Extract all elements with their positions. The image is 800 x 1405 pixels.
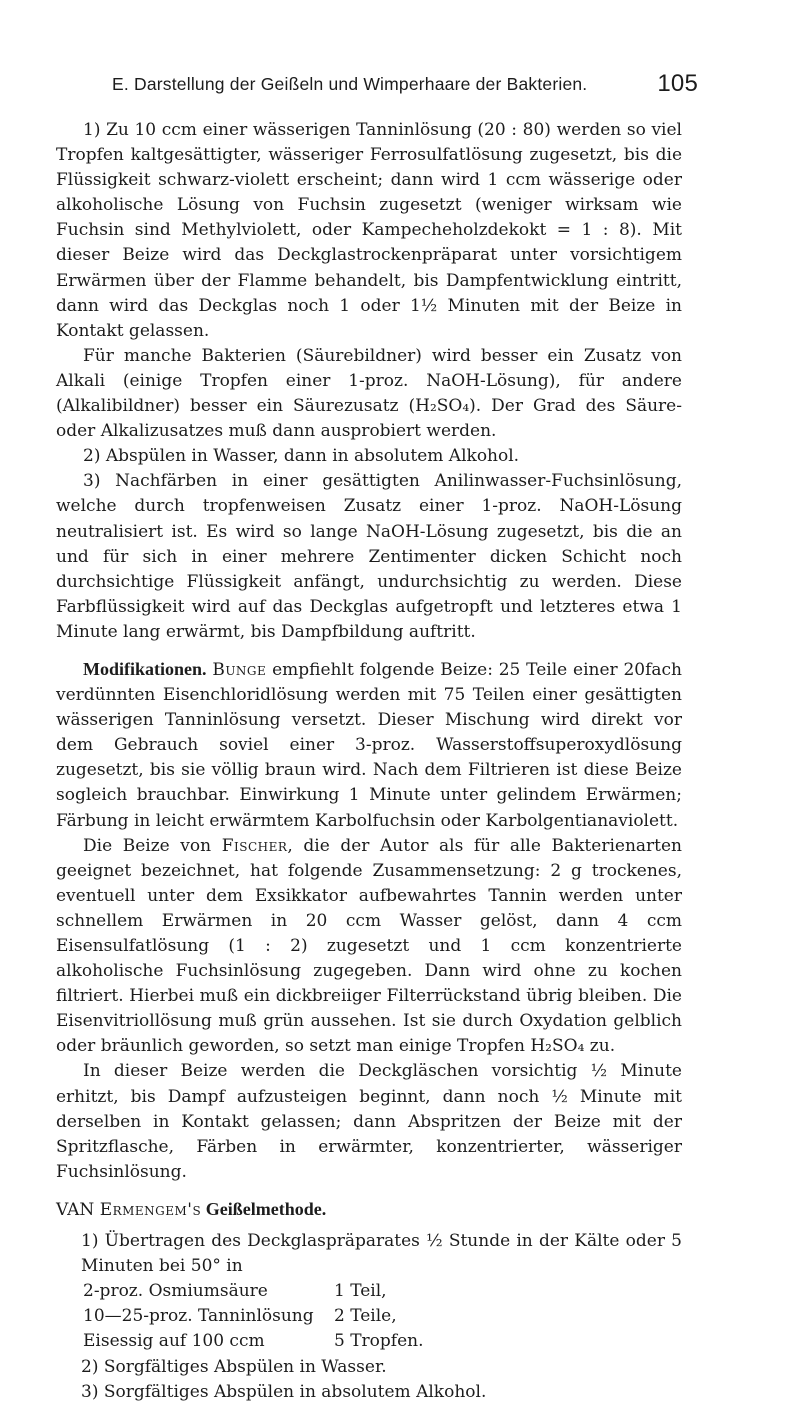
recipe-item: 10—25-proz. Tanninlösung (83, 1306, 314, 1327)
heading-rest: Geißelmethode. (201, 1198, 327, 1219)
recipe-item: Eisessig auf 100 ccm (83, 1331, 265, 1352)
heading-prefix: VAN (56, 1199, 100, 1220)
bunge-text: empfiehlt folgende Beize: 25 Teile einer 20fach verdünnten Eisenchloridlösung werden mit 75 Teilen einer gesättigten wässerigen Tanninlösung versetzt. Dieser Mischung wird direkt vor dem Gebrauch soviel einer 3-proz. Wasserstoffsuperoxydlösung zugesetzt, bis sie völlig braun wird. Nach dem Filtrieren ist diese Beize sogleich brauchbar. Einwirkung 1 Minute unter gelindem Erwärmen; Färbung in leicht erwärmtem Karbolfuchsin oder Karbolgentianaviolett. (56, 659, 682, 831)
paragraph-step-2: 2) Abspülen in Wasser, dann in absolutem Alkohol. (83, 446, 520, 467)
ermengem-step-3: 3) Sorgfältiges Abspülen in absolutem Alkohol. (81, 1381, 487, 1402)
recipe-item: 2-proz. Osmiumsäure (83, 1281, 268, 1302)
paragraph-fischer (56, 834, 682, 1060)
header-title: E. Darstellung der Geißeln und Wimperhaare der Bakterien. (112, 74, 588, 94)
page-number: 105 (657, 70, 698, 97)
section-heading-modifikationen: Modifikationen. (83, 658, 207, 679)
paragraph-alkali-note: Für manche Bakterien (Säurebildner) wird besser ein Zusatz von Alkali (einige Tropfen einer 1-proz. NaOH-Lösung), für andere (Alkalibildner) besser ein Säurezusatz (H₂SO₄). Der Grad des Säure- oder Alkalizusatzes muß dann ausprobiert werden. (56, 345, 682, 442)
section-heading-ermengem (56, 1197, 682, 1223)
page-body (56, 118, 682, 1405)
fischer-text: , die der Autor als für alle Bakterienarten geeignet bezeichnet, hat folgende Zusammensetzung: 2 g trockenes, eventuell unter dem Exsikkator aufbewahrtes Tannin werden unter schnellem Erwärmen in 20 ccm Wasser gelöst, dann 4 ccm Eisensulfatlösung (1 : 2) zugesetzt und 1 ccm konzentrierte alkoholische Fuchsinlösung zugegeben. Dann wird ohne zu kochen filtriert. Hierbei muß ein dickbreiiger Filterrückstand übrig bleiben. Die Eisenvitriollösung muß grün aussehen. Ist sie durch Oxydation gelblich oder bräunlich geworden, so setzt man einige Tropfen H₂SO₄ zu. (56, 835, 682, 1057)
paragraph-step-1: 1) Zu 10 ccm einer wässerigen Tanninlösung (20 : 80) werden so viel Tropfen kaltgesättigter, wässeriger Ferrosulfatlösung zugesetzt, bis die Flüssigkeit schwarz-violett erscheint; dann wird 1 ccm wässerige oder alkoholische Lösung von Fuchsin zugesetzt (weniger wirksam wie Fuchsin sind Methylviolett, oder Kampecheholzdekokt = 1 : 8). Mit dieser Beize wird das Deckglastrockenpräparat unter vorsichtigem Erwärmen über der Flamme behandelt, bis Dampfentwicklung eintritt, dann wird das Deckglas noch 1 oder 1½ Minuten mit der Beize in Kontakt gelassen. (56, 120, 682, 341)
ermengem-step-1: 1) Übertragen des Deckglaspräparates ½ Stunde in der Kälte oder 5 Minuten bei 50° in (81, 1231, 682, 1277)
author-bunge: Bunge (212, 659, 267, 680)
ermengem-step-2: 2) Sorgfältiges Abspülen in Wasser. (81, 1356, 387, 1377)
recipe-amount: 1 Teil, (334, 1281, 387, 1302)
recipe-amount: 2 Teile, (334, 1306, 397, 1327)
recipe-table (56, 1279, 682, 1354)
fischer-pre: Die Beize von (83, 835, 222, 856)
ermengem-steps (56, 1229, 682, 1405)
paragraph-bunge (56, 657, 682, 834)
paragraph-step-3: 3) Nachfärben in einer gesättigten Anilinwasser-Fuchsinlösung, welche durch tropfenweisen Zusatz einer 1-proz. NaOH-Lösung neutralisiert ist. Es wird so lange NaOH-Lösung zugesetzt, bis die an und für sich in einer mehrere Zentimenter dicken Schicht noch durchsichtige Flüssigkeit anfängt, undurchsichtig zu werden. Diese Farbflüssigkeit wird auf das Deckglas aufgetropft und letzteres etwa 1 Minute lang erwärmt, bis Dampfbildung auftritt. (56, 471, 682, 642)
heading-name: Ermengem's (99, 1199, 202, 1220)
paragraph-erhitzen: In dieser Beize werden die Deckgläschen vorsichtig ½ Minute erhitzt, bis Dampf aufzusteigen beginnt, dann noch ½ Minute mit derselben in Kontakt gelassen; dann Abspritzen der Beize mit der Spritzflasche, Färben in erwärmter, konzentrierter, wässeriger Fuchsinlösung. (56, 1061, 682, 1182)
author-fischer: Fischer (221, 835, 288, 856)
recipe-amount: 5 Tropfen. (334, 1331, 424, 1352)
